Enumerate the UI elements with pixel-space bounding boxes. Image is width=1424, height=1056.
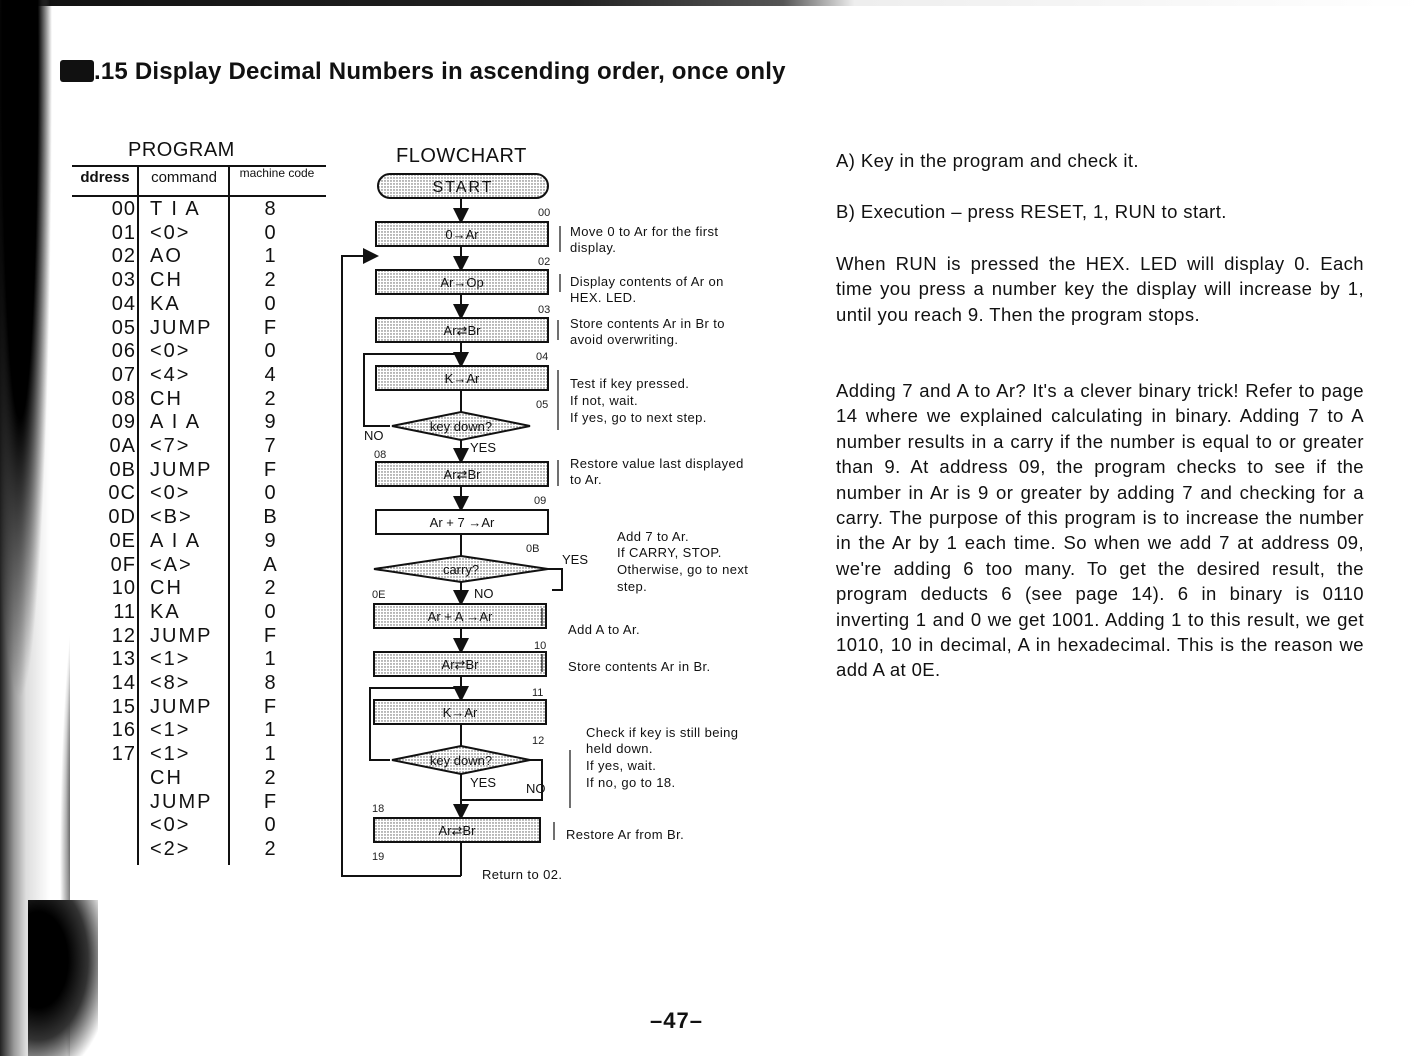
note-line: Check if key is still being [586, 725, 739, 740]
table-row [60, 719, 326, 743]
address-cell: 10 [111, 577, 136, 600]
table-row [60, 625, 326, 649]
address-cell: 0B [109, 458, 136, 481]
table-row [60, 577, 326, 601]
command-cell: <0> [150, 340, 191, 363]
note-line: If not, wait. [570, 393, 639, 408]
step-a: A) Key in the program and check it. [836, 150, 1139, 171]
note-line: If no, go to 18. [586, 775, 676, 790]
command-cell: AO [150, 245, 183, 268]
command-cell: JUMP [150, 790, 213, 813]
command-cell: CH [150, 766, 183, 789]
command-cell: T I A [150, 198, 201, 220]
machine-code-cell: 2 [264, 577, 276, 600]
machine-code-cell: 0 [264, 340, 276, 363]
command-cell: <0> [150, 221, 191, 244]
address-cell: 14 [111, 672, 136, 694]
address-cell: 12 [111, 624, 136, 647]
decision-label: key down? [429, 753, 493, 768]
machine-code-cell: F [263, 695, 277, 718]
note-line: held down. [586, 741, 653, 756]
table-row [60, 364, 326, 388]
note-line: If CARRY, STOP. [617, 545, 722, 560]
machine-code-cell: 2 [264, 269, 276, 292]
table-row [60, 340, 326, 364]
table-row [60, 791, 326, 815]
command-cell: <A> [150, 553, 193, 576]
command-cell: CH [150, 577, 183, 600]
address-marker: 18 [372, 803, 385, 815]
box-label: Ar⇄Br [443, 323, 481, 338]
machine-code-cell: F [263, 458, 277, 481]
box-label: Ar⇄Br [438, 823, 476, 838]
address-cell: 15 [111, 695, 136, 718]
start-label: START [432, 179, 494, 196]
table-row [60, 838, 326, 862]
machine-code-cell: 7 [264, 435, 276, 457]
address-cell: 0E [109, 529, 136, 552]
flowchart-heading: FLOWCHART [396, 145, 527, 167]
table-row [60, 388, 326, 412]
address-cell: 0C [108, 482, 136, 505]
address-cell: 05 [111, 316, 136, 339]
table-row [60, 743, 326, 767]
step-b: B) Execution – press RESET, 1, RUN to start. [836, 201, 1227, 222]
title-smudge [60, 60, 94, 82]
note-line: If yes, wait. [586, 758, 657, 773]
address-marker: 04 [536, 351, 549, 363]
machine-code-cell: 2 [264, 387, 276, 410]
table-row [60, 198, 326, 222]
table-row [60, 530, 326, 554]
command-cell: JUMP [150, 458, 213, 481]
table-row [60, 245, 326, 269]
address-marker: 12 [532, 735, 545, 747]
note-line: display. [570, 240, 617, 255]
table-row [60, 459, 326, 483]
command-cell: CH [150, 387, 183, 410]
address-cell: 04 [111, 292, 136, 315]
box-label: Ar⇄Br [441, 657, 479, 672]
address-cell: 08 [111, 387, 136, 410]
address-cell: 0A [109, 435, 136, 457]
note-line: Store contents Ar in Br to [570, 316, 725, 331]
table-row [60, 222, 326, 246]
command-cell: CH [150, 269, 183, 292]
note-line: Add A to Ar. [568, 622, 641, 637]
command-cell: KA [150, 292, 181, 315]
machine-code-cell: 1 [264, 719, 276, 742]
branch-label: NO [474, 586, 494, 601]
flow-lines [342, 198, 562, 876]
command-cell: <1> [150, 743, 191, 766]
table-row [60, 814, 326, 838]
box-label: Ar⇄Br [443, 467, 481, 482]
machine-code-cell: F [263, 624, 277, 647]
box-label: Ar + 7 →Ar [429, 515, 495, 530]
address-marker: 08 [374, 449, 387, 461]
note-line: Restore Ar from Br. [566, 827, 685, 842]
note-line: Add 7 to Ar. [617, 529, 690, 544]
program-table [60, 165, 326, 865]
address-cell: 11 [113, 600, 136, 623]
command-cell: <0> [150, 814, 191, 837]
branch-label: NO [364, 428, 384, 443]
box-label: Ar + A →Ar [427, 609, 493, 624]
branch-label: YES [470, 775, 497, 790]
table-row [60, 435, 326, 459]
table-row [60, 696, 326, 720]
address-cell: 02 [111, 245, 136, 268]
address-cell: 07 [111, 363, 136, 386]
address-marker: 11 [532, 687, 544, 699]
address-cell: 00 [111, 198, 136, 220]
machine-code-cell: 2 [264, 837, 276, 860]
machine-code-cell: A [263, 553, 277, 576]
machine-code-cell: B [263, 506, 277, 529]
note-line: Return to 02. [482, 867, 563, 882]
box-label: K→Ar [444, 371, 480, 386]
table-row [60, 411, 326, 435]
program-heading: PROGRAM [128, 139, 235, 161]
address-cell: 13 [111, 648, 136, 671]
command-cell: JUMP [150, 695, 213, 718]
command-cell: A I A [150, 529, 202, 552]
address-marker: 05 [536, 399, 549, 411]
machine-code-cell: 2 [264, 766, 276, 789]
title-text: .15 Display Decimal Numbers in ascending order, once only [94, 58, 786, 85]
command-cell: KA [150, 600, 181, 623]
table-row [60, 269, 326, 293]
command-cell: <7> [150, 435, 191, 457]
machine-code-cell: 0 [264, 600, 276, 623]
machine-code-cell: 0 [264, 814, 276, 837]
command-cell: <2> [150, 837, 191, 860]
note-line: Store contents Ar in Br. [568, 659, 711, 674]
address-marker: 10 [534, 640, 547, 652]
decision-label: key down? [429, 419, 493, 434]
table-row [60, 317, 326, 341]
address-marker: 03 [538, 304, 551, 316]
machine-code-cell: 0 [264, 482, 276, 505]
note-line: Move 0 to Ar for the first [570, 224, 719, 239]
page-number: –47– [650, 1008, 703, 1033]
box-label: Ar→Op [440, 275, 484, 290]
address-cell: 01 [111, 221, 136, 244]
note-line: Display contents of Ar on [570, 274, 724, 289]
machine-code-cell: 1 [264, 648, 276, 671]
branch-label: NO [526, 781, 546, 796]
address-cell: 16 [111, 719, 136, 742]
box-label: 0→Ar [445, 227, 479, 242]
note-line: avoid overwriting. [570, 332, 679, 347]
decision-label: carry? [442, 562, 480, 577]
machine-code-cell: 1 [264, 245, 276, 268]
command-cell: A I A [150, 411, 202, 434]
address-marker: 0E [372, 589, 386, 601]
table-row [60, 601, 326, 625]
scan-smudge [28, 900, 98, 1056]
table-row [60, 293, 326, 317]
explanation-paragraph: Adding 7 and A to Ar? It's a clever binary trick! Refer to page 14 where we explained calculating in binary. Adding 7 to A number results in a carry if the number is equal to or greater than 9. At address 09, the program checks to see if the number in Ar is 9 or greater by adding 7 and checking for a carry. The purpose of this program is to increase the number in the Ar by 1 each time. So when we add 7 at address 09, we're adding 6 too many. To get the desired result, the program deducts 6 (see page 14). 6 in binary is 0110 inverting 1 and 0 we get 1001. Adding 1 to this result, we get 1010, 10 in decimal, A in hexadecimal. This is the reason we add A at 0E. [836, 380, 1364, 681]
page-title [60, 58, 786, 86]
note-line: Otherwise, go to next [617, 562, 749, 577]
branch-label: YES [470, 440, 497, 455]
command-cell: <8> [150, 672, 191, 694]
branch-label: YES [562, 552, 589, 567]
address-marker: 0B [526, 543, 540, 555]
note-line: Restore value last displayed [570, 456, 744, 471]
machine-code-cell: 9 [264, 529, 276, 552]
table-row [60, 506, 326, 530]
machine-code-cell: 0 [264, 221, 276, 244]
command-cell: JUMP [150, 316, 213, 339]
note-line: If yes, go to next step. [570, 410, 707, 425]
table-row [60, 767, 326, 791]
note-line: to Ar. [570, 472, 603, 487]
note-line: Test if key pressed. [570, 376, 690, 391]
machine-code-cell: F [263, 316, 277, 339]
command-cell: <1> [150, 648, 191, 671]
address-cell: 09 [111, 411, 136, 434]
machine-code-cell: 0 [264, 292, 276, 315]
command-cell: <B> [150, 506, 193, 529]
address-cell: 0F [110, 553, 136, 576]
address-cell: 17 [111, 743, 136, 766]
address-cell: 03 [111, 269, 136, 292]
address-cell: 0D [108, 506, 136, 529]
machine-code-cell: 8 [264, 672, 276, 694]
machine-code-cell: 9 [264, 411, 276, 434]
table-row [60, 672, 326, 696]
address-marker: 00 [538, 207, 551, 219]
machine-code-cell: 8 [264, 198, 276, 220]
machine-code-cell: 4 [264, 363, 276, 386]
command-cell: <1> [150, 719, 191, 742]
note-line: step. [617, 579, 648, 594]
machine-code-cell: 1 [264, 743, 276, 766]
command-cell: <4> [150, 363, 191, 386]
scan-edge-top [0, 0, 1424, 6]
address-marker: 19 [372, 851, 385, 863]
table-row [60, 554, 326, 578]
col-header-command: command [151, 169, 217, 186]
command-cell: <0> [150, 482, 191, 505]
description-paragraph: When RUN is pressed the HEX. LED will display 0. Each time you press a number key the display will increase by 1, until you reach 9. Then the program stops. [836, 253, 1364, 325]
box-label: K→Ar [442, 705, 478, 720]
address-marker: 09 [534, 495, 547, 507]
address-marker: 02 [538, 256, 551, 268]
col-header-machine-code: machine code [239, 166, 315, 180]
command-cell: JUMP [150, 624, 213, 647]
table-header-rule [72, 195, 326, 197]
note-line: HEX. LED. [570, 290, 637, 305]
flowchart [330, 168, 810, 888]
address-cell: 06 [111, 340, 136, 363]
table-row [60, 648, 326, 672]
col-header-address: ddress [80, 169, 130, 186]
table-row [60, 482, 326, 506]
machine-code-cell: F [263, 790, 277, 813]
